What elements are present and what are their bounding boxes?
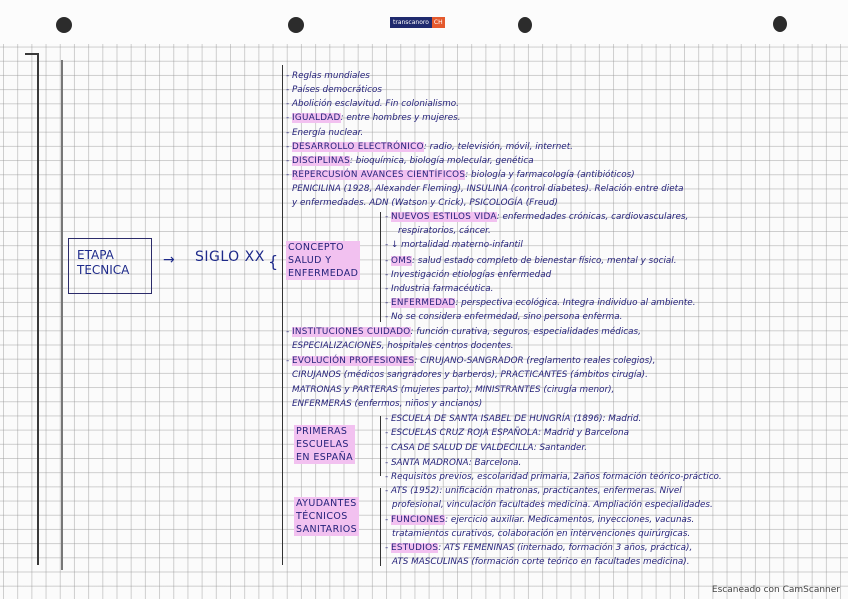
- escuelas-line: - ESCUELAS CRUZ ROJA ESPAÑOLA: Madrid y Barcelona: [385, 428, 629, 438]
- ats-line: tratamientos curativos, colaboración en intervenciones quirúrgicas.: [392, 529, 691, 539]
- ats-line: - ATS (1952): unificación matronas, practicantes, enfermeras. Nivel: [385, 486, 682, 496]
- note-line: MATRONAS y PARTERAS (mujeres parto), MINISTRANTES (cirugía menor),: [292, 385, 615, 395]
- etapa-line1: ETAPA: [77, 248, 114, 262]
- etapa-box: [68, 238, 152, 294]
- note-line: PENICILINA (1928, Alexander Fleming), INSULINA (control diabetes). Relación entre dieta: [292, 184, 684, 194]
- note-line: - Reglas mundiales: [286, 71, 370, 81]
- escuelas-branch-line: [380, 416, 381, 476]
- note-line: - REPERCUSIÓN AVANCES CIENTÍFICOS: biología y farmacología (antibióticos): [286, 170, 635, 180]
- note-line: y enfermedades. ADN (Watson y Crick), PSICOLOGÍA (Freud): [292, 198, 558, 208]
- ats-line: - FUNCIONES: ejercicio auxiliar. Medicamentos, inyecciones, vacunas.: [385, 515, 695, 525]
- note-line: - Abolición esclavitud. Fin colonialismo.: [286, 99, 459, 109]
- siglo-title: SIGLO XX: [195, 249, 265, 265]
- binder-hole: [288, 17, 304, 33]
- note-line: - DESARROLLO ELECTRÓNICO: radio, televisión, móvil, internet.: [286, 142, 573, 152]
- concepto-line: - No se considera enfermedad, sino persona enferma.: [385, 312, 623, 322]
- escuelas-line: - SANTA MADRONA: Barcelona.: [385, 458, 522, 468]
- escuelas-line: - CASA DE SALUD DE VALDECILLA: Santander.: [385, 443, 588, 453]
- binder-hole: [56, 17, 72, 33]
- note-line: ENFERMERAS (enfermos, niños y ancianos): [292, 399, 483, 409]
- note-line: - EVOLUCIÓN PROFESIONES: CIRUJANO-SANGRADOR (reglamento reales colegios),: [286, 356, 656, 366]
- ats-branch-line: [380, 488, 381, 566]
- ats-line: - Requisitos previos, escolaridad primaria, 2años formación teórico-práctico.: [385, 472, 722, 482]
- ats-title: AYUDANTES TÉCNICOS SANITARIOS: [296, 498, 358, 535]
- note-line: - DISCIPLINAS: bioquímica, biología molecular, genética: [286, 156, 534, 166]
- note-line: - Energía nuclear.: [286, 128, 364, 138]
- logo-right: CH: [433, 19, 443, 26]
- concepto-branch-line: [380, 212, 381, 322]
- concepto-title: CONCEPTO SALUD Y ENFERMEDAD: [288, 242, 359, 279]
- logo-left: transcanoro: [390, 17, 432, 28]
- concepto-line: - OMS: salud estado completo de bienestar físico, mental y social.: [385, 256, 677, 266]
- etapa-line2: TECNICA: [77, 263, 130, 277]
- arrow-icon: →: [163, 252, 175, 268]
- ats-line: profesional, vinculación facultades medicina. Ampliación especialidades.: [392, 500, 713, 510]
- binder-hole: [518, 17, 532, 33]
- notebook-logo: [390, 17, 445, 28]
- concepto-line: - ENFERMEDAD: perspectiva ecológica. Integra individuo al ambiente.: [385, 298, 696, 308]
- main-branch-line: [282, 65, 283, 565]
- concepto-line: - NUEVOS ESTILOS VIDA: enfermedades crónicas, cardiovasculares,: [385, 212, 689, 222]
- note-line: - IGUALDAD: entre hombres y mujeres.: [286, 113, 461, 123]
- escuelas-title: PRIMERAS ESCUELAS EN ESPAÑA: [296, 426, 353, 463]
- brace-icon: {: [268, 252, 279, 271]
- left-bracket-line: [61, 60, 63, 570]
- escuelas-line: - ESCUELA DE SANTA ISABEL DE HUNGRÍA (1896): Madrid.: [385, 414, 642, 424]
- scanner-watermark: Escaneado con CamScanner: [711, 585, 840, 595]
- concepto-line: - Industria farmacéutica.: [385, 284, 494, 294]
- ats-line: ATS MASCULINAS (formación corte teórico en facultades medicina).: [392, 557, 690, 567]
- note-line: ESPECIALIZACIONES, hospitales centros docentes.: [292, 341, 514, 351]
- concepto-line: respiratorios, cáncer.: [398, 226, 491, 236]
- note-line: - INSTITUCIONES CUIDADO: función curativa, seguros, especialidades médicas,: [286, 327, 641, 337]
- binder-hole: [773, 16, 787, 32]
- note-line: - Países democráticos: [286, 85, 382, 95]
- ats-line: - ESTUDIOS: ATS FEMENINAS (internado, formación 3 años, práctica),: [385, 543, 693, 553]
- note-line: CIRUJANOS (médicos sangradores y barberos), PRACTICANTES (ámbitos cirugía).: [292, 370, 648, 380]
- concepto-line: - Investigación etiologías enfermedad: [385, 270, 552, 280]
- margin-line: [37, 53, 39, 565]
- concepto-line: - ↓ mortalidad materno-infantil: [385, 240, 523, 250]
